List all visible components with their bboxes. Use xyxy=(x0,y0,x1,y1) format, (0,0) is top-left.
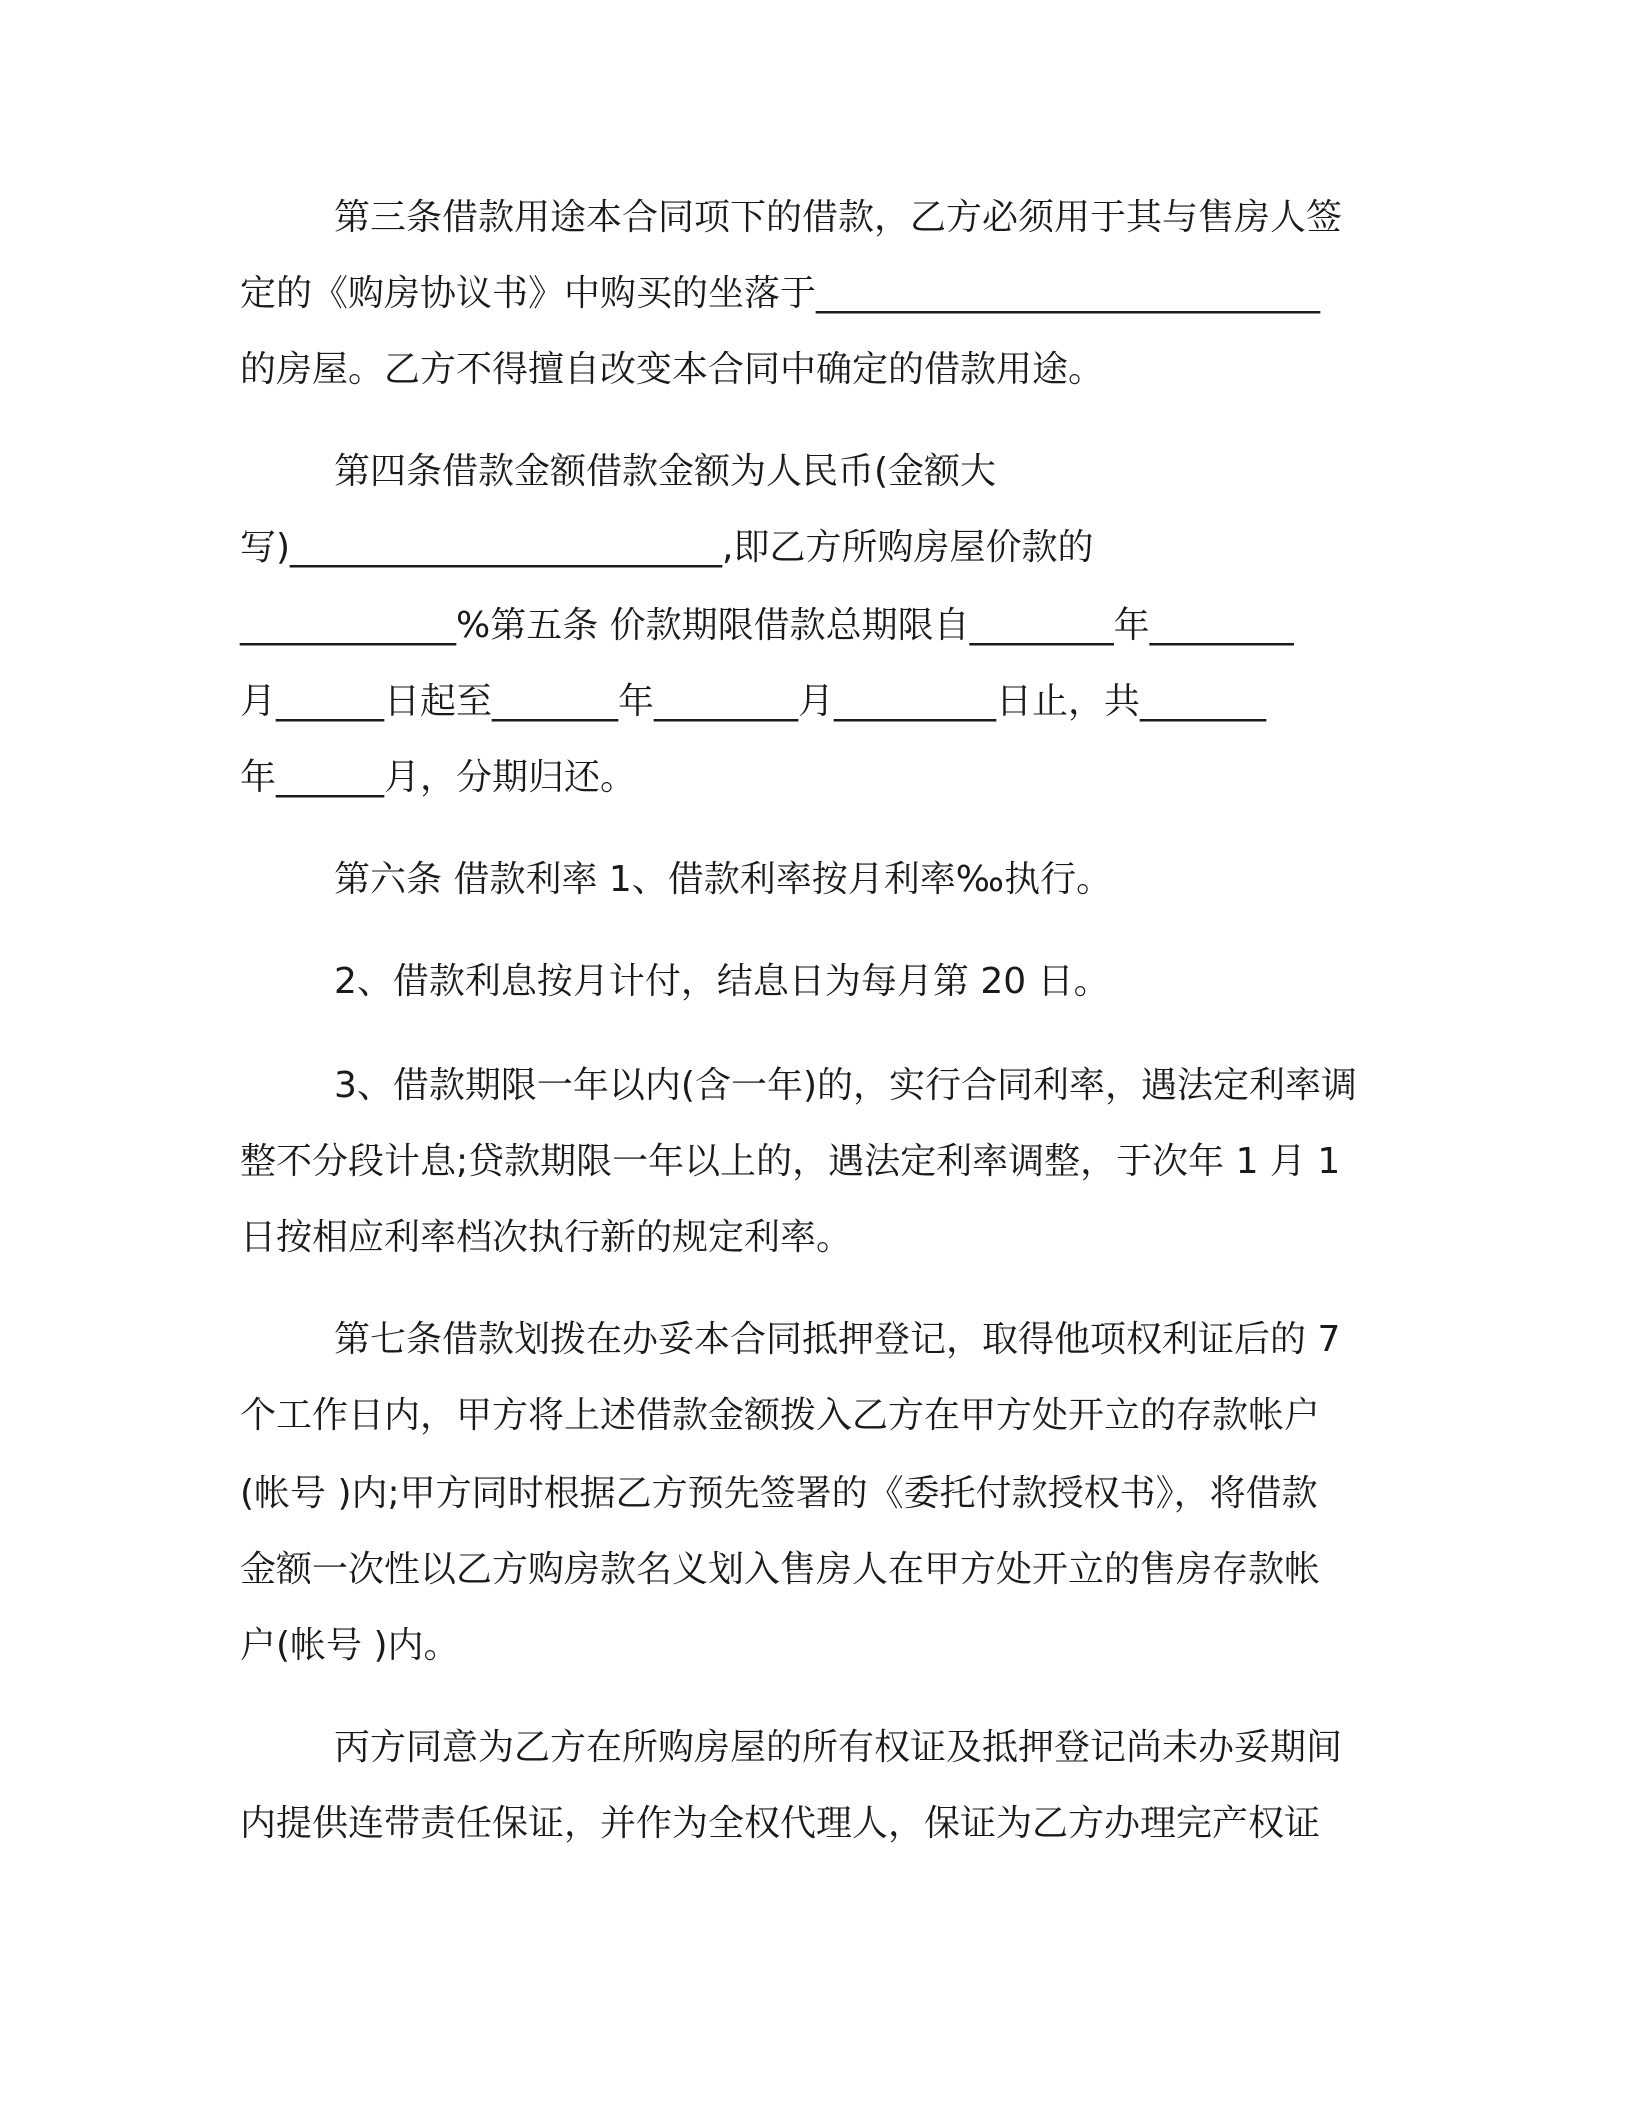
text-line: 丙方同意为乙方在所购房屋的所有权证及抵押登记尚未办妥期间 xyxy=(334,1727,1343,1768)
text-line: 内提供连带责任保证，并作为全权代理人，保证为乙方办理完产权证 xyxy=(240,1803,1321,1844)
text-line: 第四条借款金额借款金额为人民币(金额大 xyxy=(334,451,997,492)
text-line: 整不分段计息;贷款期限一年以上的，遇法定利率调整，于次年 1 月 1 xyxy=(240,1141,1341,1182)
text-line: 3、借款期限一年以内(含一年)的，实行合同利率，遇法定利率调 xyxy=(334,1065,1357,1106)
text-line: 的房屋。乙方不得擅自改变本合同中确定的借款用途。 xyxy=(240,349,1105,390)
text-line: (帐号 )内;甲方同时根据乙方预先签署的《委托付款授权书》，将借款 xyxy=(240,1473,1318,1514)
text-line: 写)________________________,即乙方所购房屋价款的 xyxy=(240,527,1094,568)
text-line: 户(帐号 )内。 xyxy=(240,1625,460,1666)
text-line: 年______月，分期归还。 xyxy=(240,757,637,798)
text-line: 个工作日内，甲方将上述借款金额拨入乙方在甲方处开立的存款帐户 xyxy=(240,1395,1321,1436)
text-line: 第七条借款划拨在办妥本合同抵押登记，取得他项权利证后的 7 xyxy=(334,1319,1341,1360)
text-line: 定的《购房协议书》中购买的坐落于____________________________ xyxy=(240,273,1321,314)
text-line: 月______日起至_______年________月_________日止，共_______ xyxy=(240,681,1267,722)
text-line: 金额一次性以乙方购房款名义划入售房人在甲方处开立的售房存款帐 xyxy=(240,1549,1321,1590)
text-line: 日按相应利率档次执行新的规定利率。 xyxy=(240,1217,853,1258)
text-line: 2、借款利息按月计付，结息日为每月第 20 日。 xyxy=(334,961,1110,1002)
text-line: 第六条 借款利率 1、借款利率按月利率‰执行。 xyxy=(334,859,1113,900)
text-line: 第三条借款用途本合同项下的借款，乙方必须用于其与售房人签 xyxy=(334,197,1343,238)
text-line: ____________%第五条 价款期限借款总期限自________年________ xyxy=(240,605,1294,646)
